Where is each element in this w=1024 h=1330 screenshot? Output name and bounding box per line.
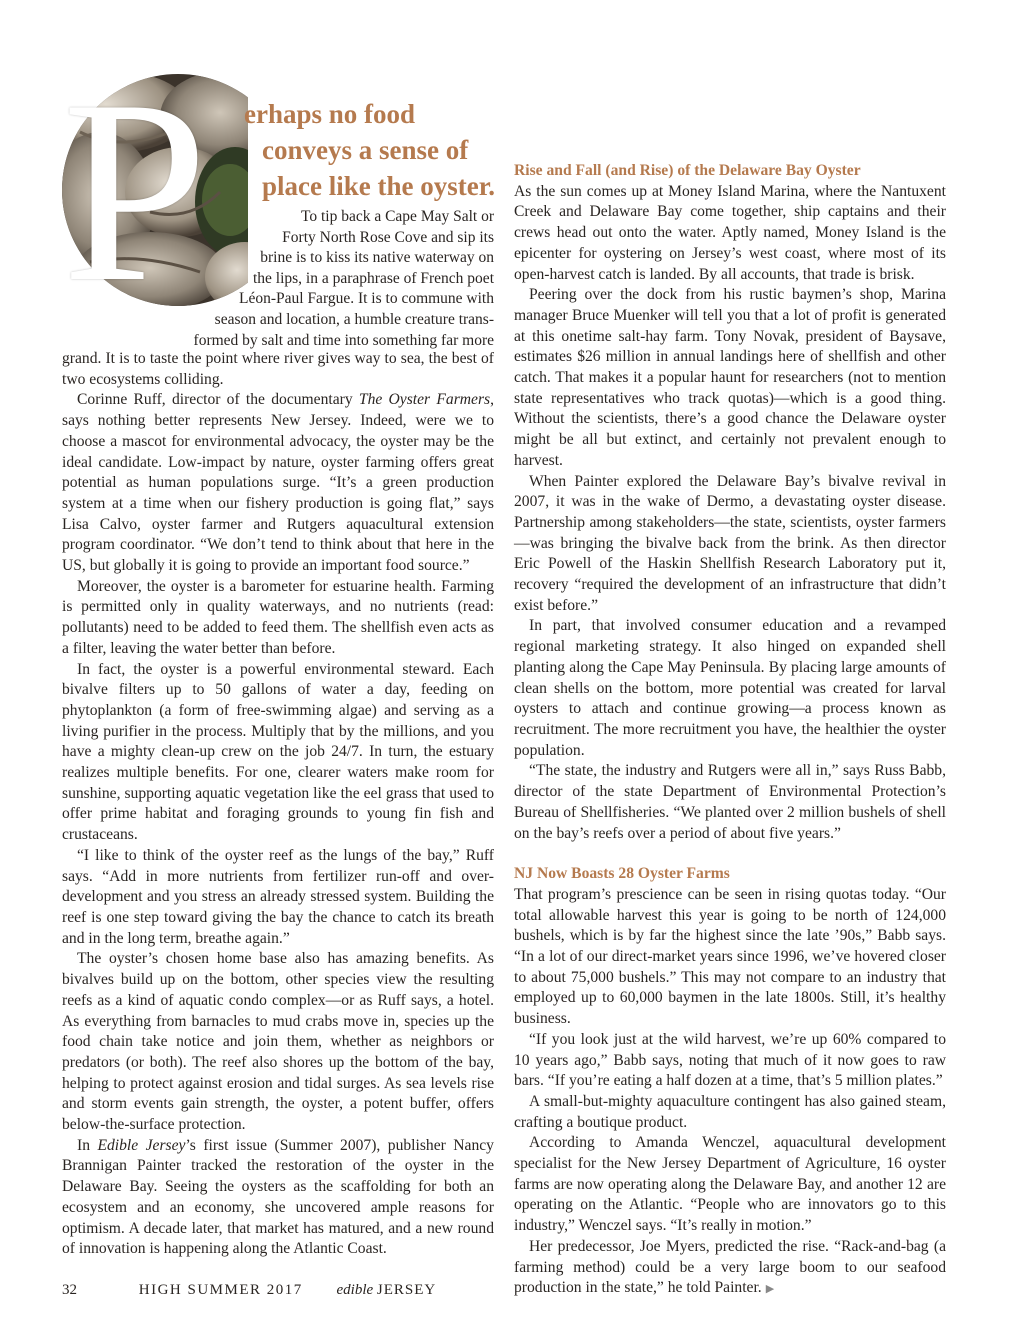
- brand-jersey: JERSEY: [376, 1282, 437, 1298]
- paragraph: In Edible Jersey’s first issue (Summer 2007), publisher Nancy Brannigan Painter tracked the restoration of the oyster in the Delaware Bay. Seeing the oysters as the scaffolding for both an ecosystem and an economy, she uncovered ample reasons for optimism. A decade later, that market has matured, and a new round of innovation is happening along the Atlantic Coast.: [62, 1136, 494, 1258]
- paragraph: Peering over the dock from his rustic baymen’s shop, Marina manager Bruce Muenker will tell you that a lot of profit is generated at this onetime salt-hay farm. Tony Novak, president of Baysave, estimates $26 million in annual landings here of shellfish and other catch. That makes it a popular haunt for researchers (not to mention state representatives who track quotas)—which is a good thing. Without the scientists, there’s a good chance the Delaware oyster might be all but extinct, and certainly not prevalent enough to harvest.: [514, 286, 946, 469]
- paragraph: “The state, the industry and Rutgers were all in,” says Russ Babb, director of the state Department of Environmental Protection’s Bureau of Shellfisheries. “We planted over 2 million bushels of shell on the bay’s reefs over a period of about five years.”: [514, 762, 946, 842]
- paragraph: “I like to think of the oyster reef as the lungs of the bay,” Ruff says. “Add in more nutrients from fertilizer run-off and over-development and you stress an already stressed system. Building the reef is one step toward giving the bay the chance to catch its breath and in the long term, breathe again.”: [62, 846, 494, 947]
- brand-edible: edible: [336, 1282, 377, 1298]
- intro-line: formed by salt and time into something far more: [193, 332, 494, 349]
- paragraph: grand. It is to taste the point where river gives way to sea, the best of two ecosystems colliding.: [62, 350, 494, 388]
- headline-line-2: conveys a sense of: [262, 135, 469, 165]
- page-number: 32: [62, 1282, 77, 1298]
- page-footer: [62, 1282, 436, 1299]
- drop-cap: P: [62, 46, 208, 336]
- subhead-oyster-farms: NJ Now Boasts 28 Oyster Farms: [514, 865, 730, 883]
- intro-line: brine is to kiss its native waterway on: [260, 249, 494, 266]
- paragraph: The oyster’s chosen home base also has amazing benefits. As bivalves build up on the bottom, other species view the resulting reefs as a kind of aquatic condo complex—or as Ruff says, a hotel. As everything from barnacles to mud crabs move in, species up the food chain take notice and join them, whether as neighbors or predators (or both). The reef also shores up the bottom of the bay, helping to protect against erosion and tidal surges. As sea levels rise and storm events gain strength, the oyster, a potent buffer, offers below-the-surface protection.: [62, 950, 494, 1134]
- intro-line: season and location, a humble creature trans-: [214, 311, 494, 328]
- intro-line: Forty North Rose Cove and sip its: [282, 229, 494, 246]
- headline-line-1: erhaps no food: [244, 99, 416, 129]
- magazine-title: Edible Jersey: [97, 1136, 186, 1154]
- paragraph: Moreover, the oyster is a barometer for estuarine health. Farming is permitted only in quality waterways, and no nutrients (read: pollutants) need to be added to feed them. The shellfish even acts as a filter, leaving the water better than before.: [62, 577, 494, 657]
- paragraph: Corinne Ruff, director of the documentary The Oyster Farmers, says nothing better represents New Jersey. Indeed, were we to choose a mascot for environmental advocacy, the oyster may be the ideal candidate. Low-impact by nature, oyster farming offers great potential as human populations surge. “It’s a green production system at a time when our fishery production is going flat,” says Lisa Calvo, oyster farmer and Rutgers aquacultural extension program coordinator. “We don’t tend to think about that here in the US, but globally it is going to provide an important food source.”: [62, 391, 494, 575]
- paragraph: In part, that involved consumer education and a revamped regional marketing strategy. It also hinged on expanded shell planting along the Cape May Peninsula. By placing large amounts of clean shells on the bottom, more potential was created for larval oysters to attach and continue growing—a process known as recruitment. The more recruitment you have, the healthier the oyster population.: [514, 617, 946, 759]
- paragraph: A small-but-mighty aquaculture contingent has also gained steam, crafting a boutique product.: [514, 1092, 946, 1131]
- paragraph: “If you look just at the wild harvest, we’re up 60% compared to 10 years ago,” Babb says, noting that much of it now goes to raw bars. “If you’re eating a half dozen at a time, that’s 5 million plates.”: [514, 1030, 946, 1090]
- paragraph: Her predecessor, Joe Myers, predicted the rise. “Rack-and-bag (a farming method) could be a very large boom to our seafood production in the state,” he told Painter. ▶: [514, 1237, 946, 1297]
- paragraph: When Painter explored the Delaware Bay’s bivalve revival in 2007, it was in the wake of Dermo, a devastating oyster disease. Partnership among stakeholders—the state, scientists, oyster farmers—was bringing the bivalve back from the brink. As then director Eric Powell of the Haskin Shellfish Research Laboratory put it, recovery “required the development of an infrastructure that didn’t exist before.”: [514, 472, 946, 614]
- paragraph: In fact, the oyster is a powerful environmental steward. Each bivalve filters up to 50 gallons of water a day, feeding on phytoplankton (a form of free-swimming algae) and serving as a living purifier in the process. Multiply that by the millions, and you have a mighty clean-up crew on the job 24/7. In turn, the estuary realizes multiple benefits. For one, clearer waters make room for sunshine, supporting aquatic vegetation like the eel grass that used to offer prime habitat and foraging grounds to young fin fish and crustaceans.: [62, 660, 494, 844]
- paragraph: According to Amanda Wenczel, aquacultural development specialist for the New Jersey Department of Agriculture, 16 oyster farms are now operating along the Delaware Bay, and another 12 are operating on the Atlantic. “People who are innovators go to this industry,” Wenczel says. “It’s really in motion.”: [514, 1134, 946, 1235]
- triangle-right-icon: ▶: [765, 1283, 775, 1296]
- intro-line: the lips, in a paraphrase of French poet: [252, 270, 494, 287]
- intro-line: To tip back a Cape May Salt or: [300, 208, 494, 225]
- subhead-rise-and-fall: Rise and Fall (and Rise) of the Delaware Bay Oyster: [514, 162, 861, 179]
- intro-line: Léon-Paul Fargue. It is to commune with: [239, 290, 494, 307]
- headline-line-3: place like the oyster.: [262, 171, 495, 201]
- issue-label: HIGH SUMMER 2017: [138, 1282, 303, 1298]
- left-column: [62, 349, 494, 1260]
- film-title: The Oyster Farmers: [358, 391, 491, 409]
- paragraph: That program’s prescience can be seen in rising quotas today. “Our total allowable harvest this year is going to be north of 124,000 bushels, which is by far the highest since the late ’90s,” Babb says. “In a lot of our direct-market years since 1996, we’ve hovered closer to about 75,000 bushels.” This may not compare to an industry that employed up to 60,000 baymen in the late 1800s. Still, it’s healthy business.: [514, 885, 946, 1028]
- right-column: [514, 161, 946, 1300]
- paragraph: As the sun comes up at Money Island Marina, where the Nantuxent Creek and Delaware Bay come together, ship captains and their crews head out onto the water. Aptly named, Money Island is the epicenter for oystering on Jersey’s west coast, where most of its open-harvest catch is landed. By all accounts, that trade is brisk.: [514, 182, 946, 283]
